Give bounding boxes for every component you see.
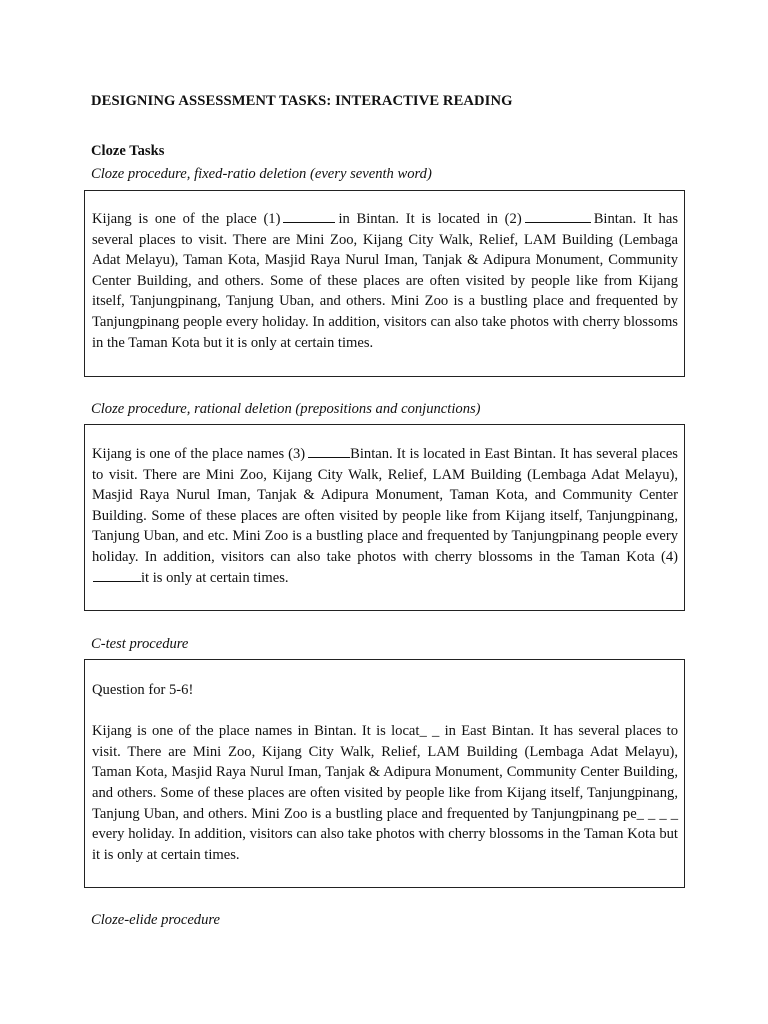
passage-segment: Kijang is one of the place names (3) bbox=[92, 446, 306, 462]
passage-segment: Bintan. It has several places to visit. There are Mini Zoo, Kijang City Walk, Relief, LAM Building (Lembaga Adat Melayu), Taman Kota, Masjid Raya Nurul Iman, Tanjak & Adipura Monument, Community Center Building, and others. Some of these places are often visited by people like from Kijang itself, Tanjungpinang, Tanjung Uban, and others. Mini Zoo is a bustling place and frequented by Tanjungpinang people every holiday. In addition, visitors can also take photos with cherry blossoms in the Taman Kota but it is only at certain times. bbox=[92, 211, 679, 351]
passage-box-rational-deletion bbox=[84, 424, 685, 611]
caption-cloze-elide: Cloze-elide procedure bbox=[91, 912, 221, 928]
passage-text: Kijang is one of the place names in Bintan. It is locat_ _ in East Bintan. It has several places to visit. There are Mini Zoo, Kijang City Walk, Relief, LAM Building (Lembaga Adat Melayu), Taman Kota, Masjid Raya Nurul Iman, Tanjak & Adipura Monument, Community Center Building, and others. Some of these places are often visited by people like from Kijang itself, Tanjungpinang, Tanjung Uban, and others. Mini Zoo is a bustling place and frequented by Tanjungpinang pe_ _ _ _ every holiday. In addition, visitors can also take photos with cherry blossoms in the Taman Kota but it is only at certain times. bbox=[92, 723, 678, 863]
caption-rational-deletion: Cloze procedure, rational deletion (prepositions and conjunctions) bbox=[91, 401, 481, 417]
question-label: Question for 5-6! bbox=[92, 682, 194, 698]
passage-text bbox=[92, 444, 678, 588]
passage-box-c-test bbox=[84, 659, 685, 888]
passage-segment: Kijang is one of the place (1) bbox=[92, 211, 281, 227]
caption-c-test: C-test procedure bbox=[91, 636, 189, 652]
passage-segment: Bintan. It is located in East Bintan. It has several places to visit. There are Mini Zoo, Kijang City Walk, Relief, LAM Building (Lembaga Adat Melayu), Masjid Raya Nurul Iman, Tanjak & Adipura Monument, Taman Kota, and Community Center Building. Some of these places are often visited by people like from Kijang itself, Tanjungpinang, Tanjung Uban, and etc. Mini Zoo is a bustling place and frequented by Tanjungpinang people every holiday. In addition, visitors can also take photos with cherry blossoms in the Taman Kota (4) bbox=[92, 446, 678, 565]
answer-blank-3 bbox=[308, 445, 350, 458]
section-heading-cloze-tasks: Cloze Tasks bbox=[91, 143, 165, 159]
passage-segment: it is only at certain times. bbox=[141, 569, 289, 586]
answer-blank-2 bbox=[525, 210, 591, 223]
caption-fixed-ratio-deletion: Cloze procedure, fixed-ratio deletion (every seventh word) bbox=[91, 166, 432, 182]
answer-blank-4 bbox=[93, 569, 141, 582]
answer-blank-1 bbox=[283, 210, 335, 223]
passage-text bbox=[92, 209, 678, 353]
page-title: DESIGNING ASSESSMENT TASKS: INTERACTIVE READING bbox=[91, 93, 513, 109]
passage-box-fixed-ratio bbox=[84, 190, 685, 377]
passage-segment: in Bintan. It is located in (2) bbox=[338, 211, 522, 227]
